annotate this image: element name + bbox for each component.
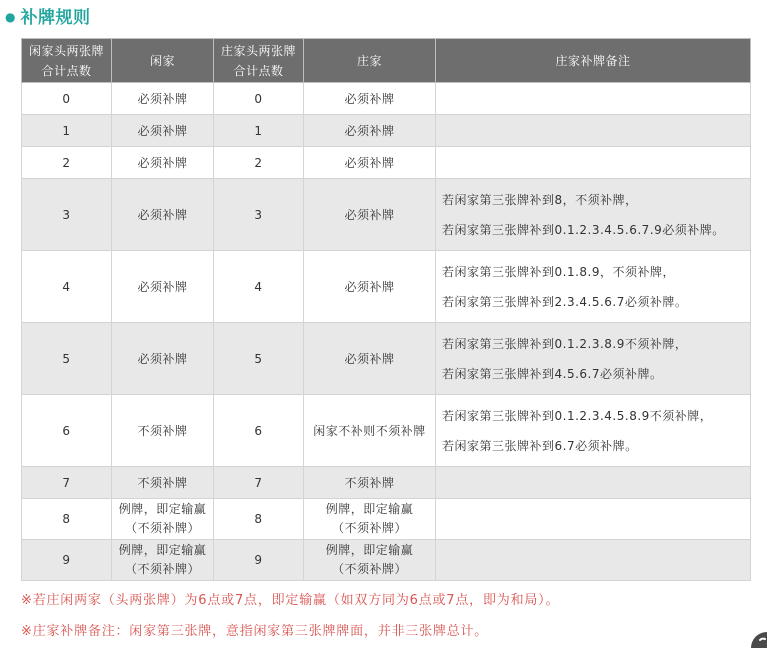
banker-action-cell (304, 179, 436, 251)
banker-notes-cell (436, 499, 751, 540)
header-player (112, 39, 214, 83)
table-row (22, 115, 751, 147)
cell-line: 必须补牌 (137, 91, 188, 106)
banker-notes-cell (436, 323, 751, 395)
banker-action-cell (304, 83, 436, 115)
banker-notes-cell (436, 540, 751, 581)
banker-action-cell (304, 467, 436, 499)
banker-total-cell: 5 (214, 323, 304, 395)
cell-line: 必须补牌 (137, 155, 188, 170)
table-row (22, 499, 751, 540)
player-action-cell (112, 467, 214, 499)
player-total-cell: 6 (22, 395, 112, 467)
cell-line: 必须补牌 (344, 207, 395, 222)
banker-notes-cell (436, 467, 751, 499)
player-total-cell: 9 (22, 540, 112, 581)
banker-action-cell (304, 395, 436, 467)
player-action-cell (112, 83, 214, 115)
banker-total-cell: 3 (214, 179, 304, 251)
cell-line: 不须补牌 (137, 475, 188, 490)
banker-action-cell (304, 115, 436, 147)
header-line: 合计点数 (41, 63, 92, 78)
player-total-cell: 5 (22, 323, 112, 395)
banker-total-cell: 2 (214, 147, 304, 179)
banker-notes-cell (436, 395, 751, 467)
player-action-cell (112, 323, 214, 395)
banker-notes-cell (436, 147, 751, 179)
footnote-banker-notes: ※庄家补牌备注：闲家第三张牌，意指闲家第三张牌牌面，并非三张牌总计。 (21, 624, 489, 639)
table-row (22, 179, 751, 251)
cell-line: 必须补牌 (137, 279, 188, 294)
cell-line: 例牌，即定输赢 (325, 543, 414, 557)
drawing-rules-table (21, 38, 751, 581)
table-row (22, 147, 751, 179)
player-total-cell: 2 (22, 147, 112, 179)
note-line: 若闲家第三张牌补到0.1.2.3.4.5.8.9不须补牌， (442, 408, 713, 423)
cell-line: 例牌，即定输赢 (118, 543, 207, 557)
player-action-cell (112, 115, 214, 147)
player-total-cell: 4 (22, 251, 112, 323)
header-banker (304, 39, 436, 83)
note-line: 若闲家第三张牌补到2.3.4.5.6.7必须补牌。 (442, 294, 688, 309)
table-row (22, 395, 751, 467)
cell-line: 闲家不补则不须补牌 (313, 423, 426, 438)
cell-line: 不须补牌 (344, 475, 395, 490)
cell-line: 必须补牌 (344, 155, 395, 170)
player-total-cell: 0 (22, 83, 112, 115)
cell-line: 必须补牌 (344, 91, 395, 106)
bullet-dot-icon: ● (5, 10, 16, 24)
floating-widget-icon[interactable] (751, 632, 767, 648)
header-line: 庄家 (356, 53, 382, 68)
cell-line: 必须补牌 (137, 207, 188, 222)
banker-total-cell: 4 (214, 251, 304, 323)
header-line: 闲家 (149, 53, 175, 68)
section-title-text: 补牌规则 (20, 8, 91, 28)
table-header-row (22, 39, 751, 83)
banker-notes-cell (436, 251, 751, 323)
banker-action-cell (304, 540, 436, 581)
note-line: 若闲家第三张牌补到0.1.2.3.8.9不须补牌， (442, 336, 688, 351)
banker-action-cell (304, 499, 436, 540)
cell-line: 必须补牌 (137, 123, 188, 138)
banker-action-cell (304, 251, 436, 323)
cell-line: 必须补牌 (344, 279, 395, 294)
note-line: 若闲家第三张牌补到6.7必须补牌。 (442, 438, 638, 453)
banker-total-cell: 6 (214, 395, 304, 467)
table-row (22, 323, 751, 395)
player-action-cell (112, 179, 214, 251)
banker-action-cell (304, 147, 436, 179)
cell-line: 必须补牌 (344, 351, 395, 366)
cell-line: 不须补牌 (137, 423, 188, 438)
note-line: 若闲家第三张牌补到0.1.8.9，不须补牌， (442, 264, 675, 279)
header-line: 合计点数 (233, 63, 284, 78)
banker-total-cell: 8 (214, 499, 304, 540)
header-player-total (22, 39, 112, 83)
banker-total-cell: 9 (214, 540, 304, 581)
cell-line: （不须补牌） (331, 521, 407, 535)
cell-line: 必须补牌 (137, 351, 188, 366)
banker-notes-cell (436, 179, 751, 251)
cell-line: 例牌，即定输赢 (325, 502, 414, 516)
banker-notes-cell (436, 83, 751, 115)
banker-notes-cell (436, 115, 751, 147)
player-total-cell: 3 (22, 179, 112, 251)
table-row (22, 467, 751, 499)
header-banker-total (214, 39, 304, 83)
player-total-cell: 1 (22, 115, 112, 147)
player-action-cell (112, 251, 214, 323)
player-action-cell (112, 499, 214, 540)
player-total-cell: 8 (22, 499, 112, 540)
note-line: 若闲家第三张牌补到4.5.6.7必须补牌。 (442, 366, 663, 381)
footnote-tie-rule: ※若庄闲两家（头两张牌）为6点或7点，即定输赢（如双方同为6点或7点，即为和局）。 (21, 593, 560, 608)
cell-line: 例牌，即定输赢 (118, 502, 207, 516)
note-line: 若闲家第三张牌补到8，不须补牌， (442, 192, 638, 207)
note-line: 若闲家第三张牌补到0.1.2.3.4.5.6.7.9必须补牌。 (442, 222, 725, 237)
cell-line: （不须补牌） (124, 521, 200, 535)
banker-total-cell: 1 (214, 115, 304, 147)
banker-total-cell: 0 (214, 83, 304, 115)
player-action-cell (112, 395, 214, 467)
table-row (22, 540, 751, 581)
header-line: 闲家头两张牌 (28, 43, 104, 58)
banker-total-cell: 7 (214, 467, 304, 499)
table-row (22, 83, 751, 115)
banker-action-cell (304, 323, 436, 395)
cell-line: 必须补牌 (344, 123, 395, 138)
player-total-cell: 7 (22, 467, 112, 499)
header-line: 庄家补牌备注 (555, 53, 631, 68)
player-action-cell (112, 540, 214, 581)
section-title (5, 5, 90, 29)
header-line: 庄家头两张牌 (220, 43, 296, 58)
cell-line: （不须补牌） (331, 562, 407, 576)
player-action-cell (112, 147, 214, 179)
cell-line: （不须补牌） (124, 562, 200, 576)
table-row (22, 251, 751, 323)
header-banker-notes (436, 39, 751, 83)
